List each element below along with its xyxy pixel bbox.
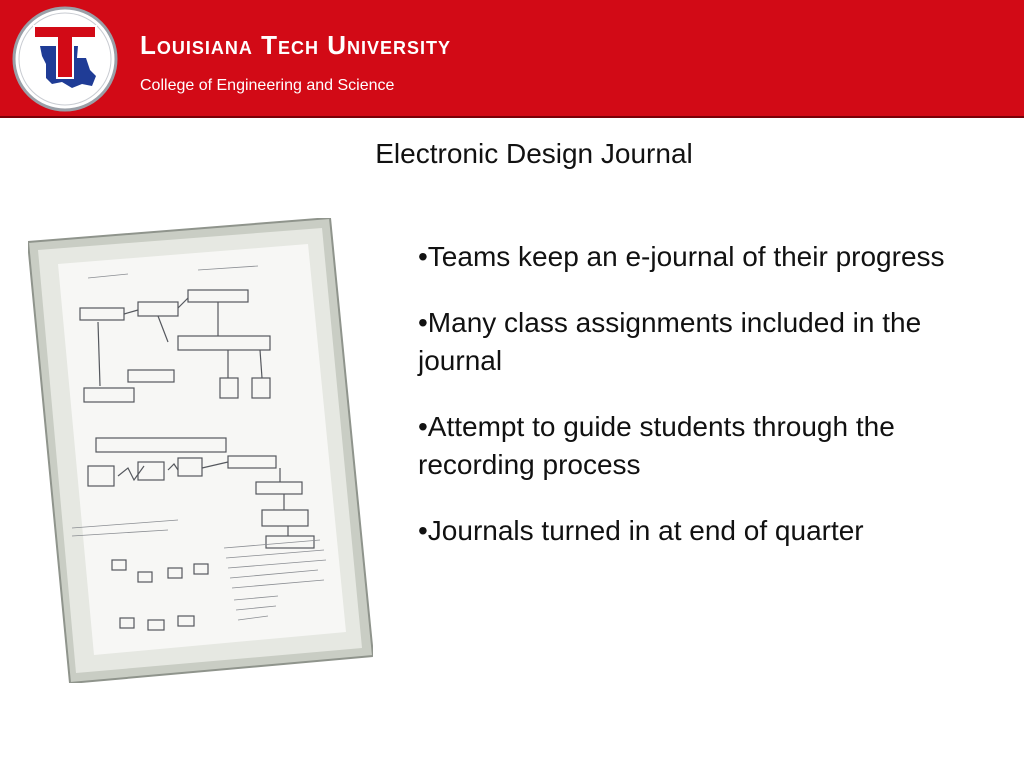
journal-sketch-image (28, 218, 373, 683)
university-logo-icon (12, 6, 118, 112)
college-name: College of Engineering and Science (140, 77, 395, 94)
university-name: Louisiana Tech University (140, 30, 452, 60)
framed-sketch-icon (28, 218, 373, 683)
slide-title: Electronic Design Journal (375, 138, 693, 169)
bullet-item: •Journals turned in at end of quarter (418, 515, 864, 546)
bullet-item: •Attempt to guide students through the recording process (418, 411, 895, 480)
bullet-list (418, 238, 978, 578)
bullet-item: •Many class assignments included in the journal (418, 307, 922, 376)
header-banner (0, 0, 1024, 118)
bullet-item: •Teams keep an e-journal of their progress (418, 241, 945, 272)
